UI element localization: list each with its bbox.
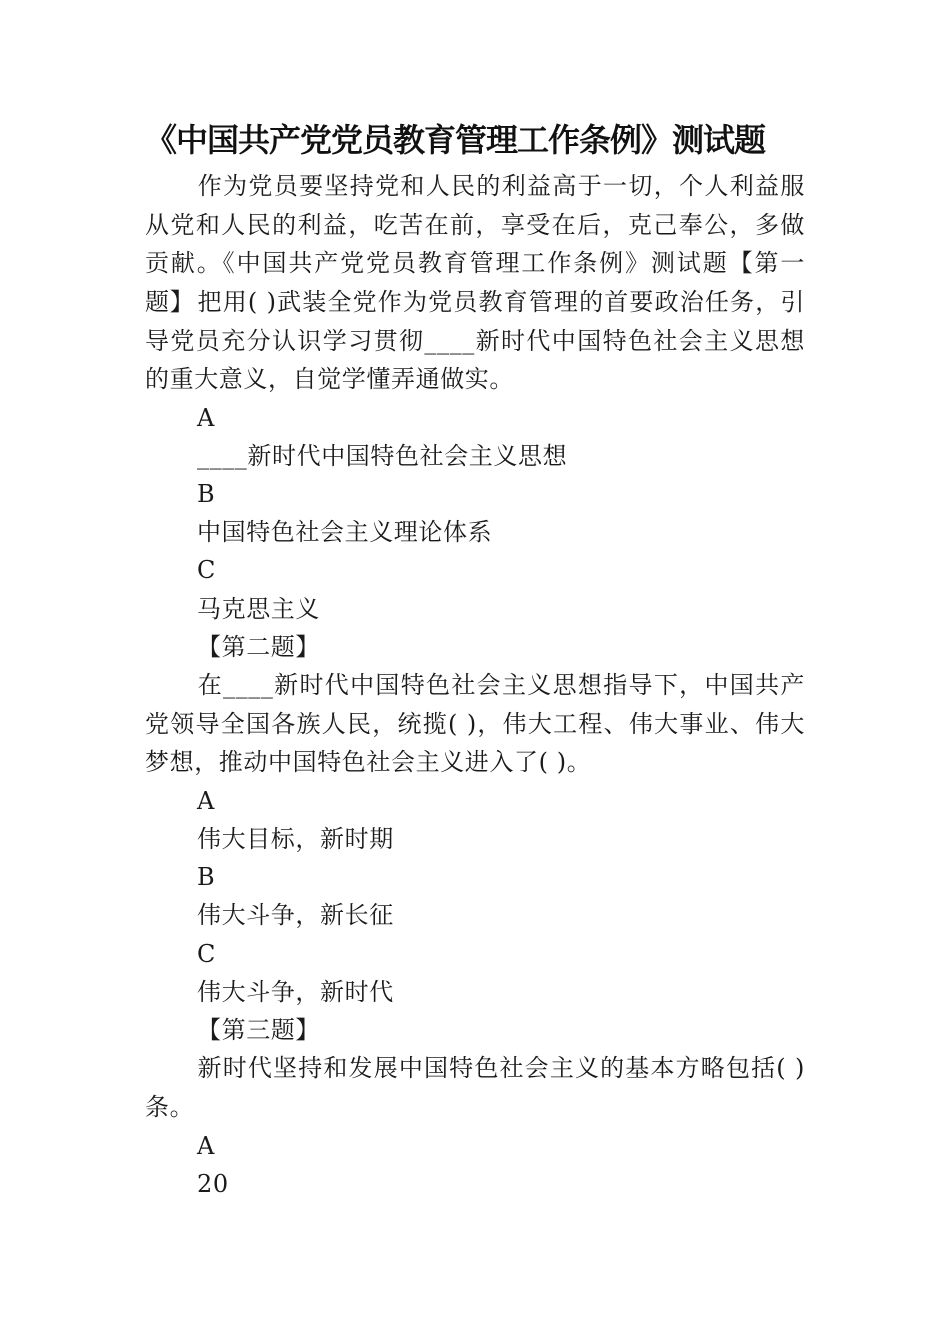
- q2-option-c-text: 伟大斗争，新时代: [197, 978, 394, 1006]
- q3-stem: [145, 1049, 805, 1126]
- q2-option-b-label: B: [197, 863, 216, 891]
- q1-option-c-label: C: [197, 556, 216, 584]
- document-title: 《中国共产党党员教育管理工作条例》测试题: [145, 121, 766, 159]
- q1-option-b-label: B: [197, 480, 216, 508]
- q2-option-b-text: 伟大斗争，新长征: [197, 901, 394, 929]
- intro-text: 作为党员要坚持党和人民的利益高于一切，个人利益服从党和人民的利益，吃苦在前，享受在后，克己奉公，多做贡献。《中国共产党党员教育管理工作条例》测试题【第一题】: [145, 172, 805, 316]
- q1-stem-text: 把用( )武装全党作为党员教育管理的首要政治任务，引导党员充分认识学习贯彻____新时代中国特色社会主义思想的重大意义，自觉学懂弄通做实。: [145, 288, 805, 393]
- q2-stem-text: 在____新时代中国特色社会主义思想指导下，中国共产党领导全国各族人民，统揽( )，伟大工程、伟大事业、伟大梦想，推动中国特色社会主义进入了( )。: [145, 671, 805, 776]
- q2-option-c-label: C: [197, 940, 216, 968]
- q2-option-a-label: A: [197, 787, 215, 815]
- q2-heading: 【第二题】: [197, 633, 320, 661]
- q3-option-a-text: 20: [197, 1170, 229, 1198]
- q1-option-a-text: ____新时代中国特色社会主义思想: [197, 442, 568, 470]
- q1-option-a-label: A: [197, 404, 215, 432]
- q3-stem-text: 新时代坚持和发展中国特色社会主义的基本方略包括( )条。: [145, 1054, 805, 1121]
- q3-heading: 【第三题】: [197, 1016, 320, 1044]
- q2-stem: [145, 666, 805, 782]
- q1-stem: [145, 283, 805, 399]
- q3-option-a-label: A: [197, 1132, 215, 1160]
- q1-option-b-text: 中国特色社会主义理论体系: [197, 518, 493, 546]
- q2-option-a-text: 伟大目标，新时期: [197, 825, 394, 853]
- q1-option-c-text: 马克思主义: [197, 595, 320, 623]
